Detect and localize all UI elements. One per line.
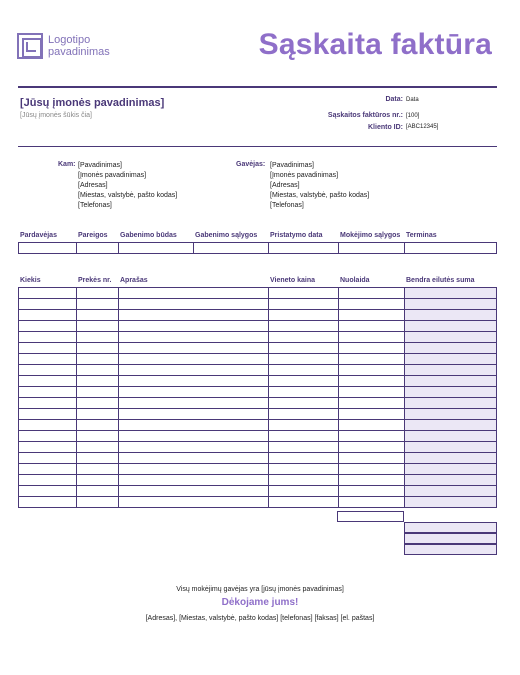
table-row (18, 420, 497, 431)
cell[interactable] (404, 398, 497, 408)
table-row (18, 409, 497, 420)
cell[interactable] (76, 431, 118, 441)
table-row (18, 321, 497, 332)
cell[interactable] (268, 475, 338, 485)
items-table-header (18, 276, 497, 288)
cell[interactable] (118, 475, 268, 485)
cell[interactable] (118, 321, 268, 331)
cell[interactable] (76, 288, 118, 298)
col-quantity: Kiekis (20, 277, 41, 284)
table-row (18, 376, 497, 387)
cell[interactable] (18, 354, 76, 364)
cell[interactable] (18, 365, 76, 375)
cell[interactable] (268, 243, 338, 253)
cell[interactable] (268, 464, 338, 474)
to-line: [Adresas] (78, 182, 108, 189)
cell[interactable] (404, 431, 497, 441)
cell[interactable] (76, 332, 118, 342)
cell[interactable] (338, 398, 404, 408)
to-label: Kam: (58, 161, 76, 168)
cell[interactable] (404, 288, 497, 298)
cell[interactable] (118, 431, 268, 441)
logo-line-2: pavadinimas (48, 46, 110, 58)
cell[interactable] (338, 343, 404, 353)
cell[interactable] (268, 354, 338, 364)
cell[interactable] (76, 365, 118, 375)
payable-note: Visų mokėjimų gavėjas yra [jūsų įmonės pavadinimas] (176, 586, 344, 593)
cell[interactable] (76, 387, 118, 397)
col-line-total: Bendra eilutės suma (406, 277, 475, 284)
subtotal-field[interactable] (404, 522, 497, 533)
cell[interactable] (76, 354, 118, 364)
cell[interactable] (76, 321, 118, 331)
cell[interactable] (118, 464, 268, 474)
client-id-value: [ABC12345] (406, 124, 439, 130)
cell[interactable] (338, 486, 404, 496)
cell[interactable] (118, 343, 268, 353)
date-value: Data (406, 97, 419, 103)
to-line: [Pavadinimas] (78, 162, 122, 169)
items-table (18, 276, 497, 508)
cell[interactable] (76, 243, 118, 253)
cell[interactable] (268, 310, 338, 320)
cell[interactable] (338, 442, 404, 452)
cell[interactable] (18, 486, 76, 496)
cell[interactable] (404, 332, 497, 342)
cell[interactable] (118, 354, 268, 364)
cell[interactable] (338, 299, 404, 309)
to-line: [Įmonės pavadinimas] (78, 172, 147, 179)
cell[interactable] (268, 486, 338, 496)
table-row (18, 453, 497, 464)
cell[interactable] (404, 365, 497, 375)
cell[interactable] (404, 486, 497, 496)
cell[interactable] (18, 420, 76, 430)
cell[interactable] (18, 243, 76, 253)
cell[interactable] (338, 376, 404, 386)
cell[interactable] (338, 497, 404, 507)
to-address (78, 161, 177, 211)
cell[interactable] (404, 464, 497, 474)
cell[interactable] (18, 288, 76, 298)
col-item-number: Prekės nr. (78, 277, 112, 284)
to-line: [Miestas, valstybė, pašto kodas] (78, 192, 178, 199)
logo-text (48, 34, 110, 58)
cell[interactable] (18, 387, 76, 397)
cell[interactable] (268, 365, 338, 375)
cell[interactable] (268, 387, 338, 397)
cell[interactable] (118, 387, 268, 397)
cell[interactable] (118, 332, 268, 342)
col-payment-terms: Mokėjimo sąlygos (340, 232, 401, 239)
contact-line: [Adresas], [Miestas, valstybė, pašto kodas] [telefonas] [faksas] [el. paštas] (145, 615, 375, 622)
cell[interactable] (404, 299, 497, 309)
shipping-table (18, 231, 497, 254)
cell[interactable] (193, 243, 268, 253)
date-label: Data: (385, 96, 403, 103)
company-slogan: [Jūsų įmonės šūkis čia] (20, 112, 92, 119)
total-field[interactable] (404, 544, 497, 555)
company-name: [Jūsų įmonės pavadinimas] (20, 97, 165, 109)
table-row (18, 332, 497, 343)
cell[interactable] (338, 409, 404, 419)
table-row (18, 387, 497, 398)
cell[interactable] (118, 409, 268, 419)
company-logo (17, 33, 110, 59)
cell[interactable] (18, 475, 76, 485)
cell[interactable] (18, 442, 76, 452)
cell[interactable] (404, 310, 497, 320)
cell[interactable] (118, 398, 268, 408)
logo-line-1: Logotipo (48, 34, 91, 46)
cell[interactable] (268, 376, 338, 386)
cell[interactable] (118, 420, 268, 430)
invoice-number-label: Sąskaitos faktūros nr.: (327, 112, 403, 119)
cell[interactable] (404, 420, 497, 430)
cell[interactable] (338, 332, 404, 342)
cell[interactable] (76, 475, 118, 485)
cell[interactable] (118, 376, 268, 386)
cell[interactable] (268, 288, 338, 298)
cell[interactable] (404, 497, 497, 507)
recipient-label: Gavėjas: (236, 161, 266, 168)
recipient-line: [Įmonės pavadinimas] (270, 172, 339, 179)
cell[interactable] (338, 431, 404, 441)
cell[interactable] (268, 453, 338, 463)
cell[interactable] (404, 409, 497, 419)
to-line: [Telefonas] (78, 202, 112, 209)
table-row (18, 486, 497, 497)
client-id-label: Kliento ID: (368, 124, 403, 131)
cell[interactable] (18, 321, 76, 331)
meta-divider (18, 146, 497, 147)
cell[interactable] (404, 453, 497, 463)
table-row (18, 243, 497, 254)
cell[interactable] (404, 343, 497, 353)
table-row (18, 310, 497, 321)
cell[interactable] (118, 288, 268, 298)
document-title: Sąskaita faktūra (258, 28, 492, 61)
cell[interactable] (118, 497, 268, 507)
cell[interactable] (338, 365, 404, 375)
col-salesperson: Pardavėjas (20, 232, 57, 239)
col-job: Pareigos (78, 232, 108, 239)
cell[interactable] (404, 376, 497, 386)
cell[interactable] (18, 453, 76, 463)
cell[interactable] (338, 310, 404, 320)
cell[interactable] (18, 343, 76, 353)
cell[interactable] (76, 409, 118, 419)
table-row (18, 442, 497, 453)
cell[interactable] (118, 486, 268, 496)
cell[interactable] (76, 398, 118, 408)
cell[interactable] (76, 299, 118, 309)
cell[interactable] (268, 332, 338, 342)
cell[interactable] (268, 497, 338, 507)
cell[interactable] (338, 288, 404, 298)
items-table-body (18, 288, 497, 508)
cell[interactable] (338, 243, 404, 253)
table-row (18, 288, 497, 299)
col-shipping-terms: Gabenimo sąlygos (195, 232, 258, 239)
cell[interactable] (76, 376, 118, 386)
cell[interactable] (338, 475, 404, 485)
cell[interactable] (404, 354, 497, 364)
cell[interactable] (18, 398, 76, 408)
cell[interactable] (404, 243, 497, 253)
cell[interactable] (18, 332, 76, 342)
cell[interactable] (338, 321, 404, 331)
cell[interactable] (118, 243, 193, 253)
cell[interactable] (18, 464, 76, 474)
cell[interactable] (268, 431, 338, 441)
logo-icon (17, 33, 43, 59)
table-row (18, 475, 497, 486)
cell[interactable] (338, 387, 404, 397)
table-row (18, 497, 497, 508)
cell[interactable] (18, 310, 76, 320)
cell[interactable] (118, 310, 268, 320)
shipping-table-header (18, 231, 497, 243)
cell[interactable] (268, 398, 338, 408)
recipient-line: [Miestas, valstybė, pašto kodas] (270, 192, 370, 199)
cell[interactable] (404, 475, 497, 485)
table-row (18, 365, 497, 376)
cell[interactable] (268, 420, 338, 430)
cell[interactable] (76, 453, 118, 463)
table-row (18, 299, 497, 310)
cell[interactable] (118, 299, 268, 309)
cell[interactable] (76, 464, 118, 474)
cell[interactable] (76, 343, 118, 353)
cell[interactable] (404, 321, 497, 331)
cell[interactable] (268, 321, 338, 331)
table-row (18, 343, 497, 354)
cell[interactable] (18, 409, 76, 419)
recipient-line: [Pavadinimas] (270, 162, 314, 169)
cell[interactable] (118, 442, 268, 452)
cell[interactable] (268, 442, 338, 452)
col-unit-price: Vieneto kaina (270, 277, 316, 284)
col-shipping-method: Gabenimo būdas (120, 232, 177, 239)
recipient-address (270, 161, 369, 211)
cell[interactable] (118, 365, 268, 375)
cell[interactable] (338, 464, 404, 474)
cell[interactable] (338, 420, 404, 430)
table-row (18, 354, 497, 365)
table-row (18, 431, 497, 442)
cell[interactable] (76, 420, 118, 430)
col-description: Aprašas (120, 277, 148, 284)
cell[interactable] (76, 486, 118, 496)
cell[interactable] (404, 442, 497, 452)
cell[interactable] (18, 376, 76, 386)
cell[interactable] (18, 497, 76, 507)
total-discount-field[interactable] (337, 511, 404, 522)
cell[interactable] (404, 387, 497, 397)
col-delivery-date: Pristatymo data (270, 232, 323, 239)
cell[interactable] (76, 497, 118, 507)
table-row (18, 464, 497, 475)
cell[interactable] (18, 299, 76, 309)
recipient-line: [Telefonas] (270, 202, 304, 209)
cell[interactable] (76, 442, 118, 452)
vat-field[interactable] (404, 533, 497, 544)
col-discount: Nuolaida (340, 277, 370, 284)
cell[interactable] (268, 409, 338, 419)
thank-you: Dėkojame jums! (221, 597, 299, 608)
invoice-number-value: [100] (406, 113, 420, 119)
col-due-date: Terminas (406, 232, 437, 239)
cell[interactable] (76, 310, 118, 320)
cell[interactable] (338, 354, 404, 364)
table-row (18, 398, 497, 409)
cell[interactable] (338, 453, 404, 463)
header-divider (18, 86, 497, 88)
cell[interactable] (18, 431, 76, 441)
cell[interactable] (268, 299, 338, 309)
cell[interactable] (268, 343, 338, 353)
recipient-line: [Adresas] (270, 182, 300, 189)
cell[interactable] (118, 453, 268, 463)
